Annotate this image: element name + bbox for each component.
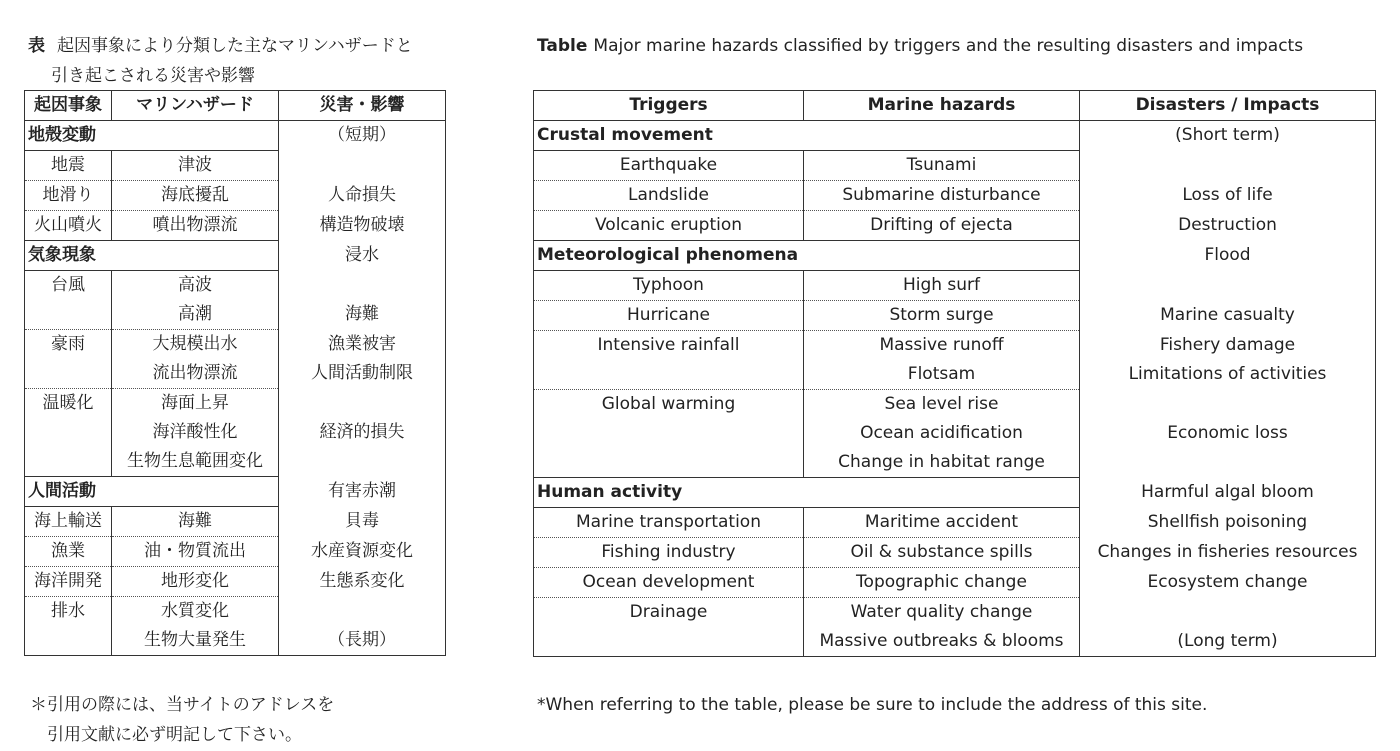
category-cell: Human activity [534,478,1080,508]
table-row [25,597,446,627]
en-caption-text: Major marine hazards classified by triggers and the resulting disasters and impacts [593,36,1304,56]
trigger-cell [534,448,804,478]
table-row [25,477,446,507]
trigger-cell: Ocean development [534,568,804,598]
trigger-cell: 豪雨 [25,330,112,360]
impact-cell: 漁業被害 [279,330,446,360]
table-row [534,538,1376,568]
impact-cell: (Short term) [1080,121,1376,151]
table-row [25,447,446,477]
impact-cell [1080,448,1376,478]
impact-cell [1080,390,1376,420]
trigger-cell [534,419,804,448]
hazard-cell: Tsunami [804,151,1080,181]
column-header: Marine hazards [804,91,1080,121]
trigger-cell: 火山噴火 [25,211,112,241]
impact-cell: Economic loss [1080,419,1376,448]
category-cell: Crustal movement [534,121,1080,151]
column-header: マリンハザード [112,91,279,121]
trigger-cell: 海上輸送 [25,507,112,537]
trigger-cell: Drainage [534,598,804,628]
table-row [25,271,446,301]
hazard-cell: Massive runoff [804,331,1080,361]
hazard-cell: 海難 [112,507,279,537]
en-table-caption [537,31,1303,61]
trigger-cell: Volcanic eruption [534,211,804,241]
hazard-cell: Sea level rise [804,390,1080,420]
hazard-cell: Change in habitat range [804,448,1080,478]
jp-note-line-1: ＊引用の際には、当サイトのアドレスを [30,695,335,715]
column-header: Disasters / Impacts [1080,91,1376,121]
table-row [534,241,1376,271]
trigger-cell: Intensive rainfall [534,331,804,361]
en-citation-note: *When referring to the table, please be sure to include the address of this site. [537,695,1208,715]
impact-cell: 海難 [279,300,446,330]
impact-cell: Ecosystem change [1080,568,1376,598]
trigger-cell [534,360,804,390]
table-row [534,448,1376,478]
category-cell: 気象現象 [25,241,279,271]
header-row [534,91,1376,121]
trigger-cell [25,359,112,389]
category-cell: 地殻変動 [25,121,279,151]
table-row [534,301,1376,331]
impact-cell [279,271,446,301]
column-header: 災害・影響 [279,91,446,121]
hazard-cell: 生物大量発生 [112,626,279,656]
hazard-cell: Flotsam [804,360,1080,390]
impact-cell [279,447,446,477]
table-row [25,418,446,447]
trigger-cell: Hurricane [534,301,804,331]
trigger-cell [25,418,112,447]
impact-cell: 構造物破壊 [279,211,446,241]
table-row [534,211,1376,241]
impact-cell: （長期） [279,626,446,656]
trigger-cell: Landslide [534,181,804,211]
jp-caption-line-1: 起因事象により分類した主なマリンハザードと [57,36,413,56]
en-hazard-table [533,90,1376,657]
table-row [25,241,446,271]
table-row [534,331,1376,361]
hazard-cell: Massive outbreaks & blooms [804,627,1080,657]
table-row [534,419,1376,448]
hazard-cell: 津波 [112,151,279,181]
hazard-cell: 海洋酸性化 [112,418,279,447]
trigger-cell: Typhoon [534,271,804,301]
hazard-cell: Drifting of ejecta [804,211,1080,241]
trigger-cell: 漁業 [25,537,112,567]
impact-cell [1080,151,1376,181]
table-row [534,181,1376,211]
trigger-cell: 海洋開発 [25,567,112,597]
table-row [25,300,446,330]
table-row [534,568,1376,598]
column-header: Triggers [534,91,804,121]
impact-cell: 人間活動制限 [279,359,446,389]
hazard-cell: High surf [804,271,1080,301]
impact-cell [1080,271,1376,301]
impact-cell: Limitations of activities [1080,360,1376,390]
table-row [534,508,1376,538]
trigger-cell: 温暖化 [25,389,112,419]
table-row [25,626,446,656]
impact-cell: 人命損失 [279,181,446,211]
impact-cell: (Long term) [1080,627,1376,657]
table-row [534,478,1376,508]
hazard-cell: 大規模出水 [112,330,279,360]
table-row [534,271,1376,301]
impact-cell: （短期） [279,121,446,151]
table-row [25,567,446,597]
hazard-cell: 高波 [112,271,279,301]
hazard-cell: Storm surge [804,301,1080,331]
table-row [534,360,1376,390]
hazard-cell: 海底擾乱 [112,181,279,211]
impact-cell: Flood [1080,241,1376,271]
impact-cell [279,597,446,627]
table-row [25,181,446,211]
impact-cell: 生態系変化 [279,567,446,597]
table-row [534,598,1376,628]
hazard-cell: 流出物漂流 [112,359,279,389]
hazard-cell: 高潮 [112,300,279,330]
impact-cell [279,389,446,419]
impact-cell: 経済的損失 [279,418,446,447]
impact-cell: 有害赤潮 [279,477,446,507]
table-row [534,390,1376,420]
table-row [25,537,446,567]
hazard-cell: Water quality change [804,598,1080,628]
hazard-cell: 海面上昇 [112,389,279,419]
table-row [534,627,1376,657]
hazard-cell: Oil & substance spills [804,538,1080,568]
table-row [25,359,446,389]
table-row [25,211,446,241]
trigger-cell: Earthquake [534,151,804,181]
table-row [25,121,446,151]
hazard-cell: Maritime accident [804,508,1080,538]
trigger-cell [25,626,112,656]
impact-cell: Loss of life [1080,181,1376,211]
impact-cell: 水産資源変化 [279,537,446,567]
table-row [25,330,446,360]
jp-hazard-table [24,90,446,656]
hazard-cell: Ocean acidification [804,419,1080,448]
column-header: 起因事象 [25,91,112,121]
hazard-cell: 油・物質流出 [112,537,279,567]
trigger-cell: 台風 [25,271,112,301]
category-cell: Meteorological phenomena [534,241,1080,271]
hazard-cell: Topographic change [804,568,1080,598]
hazard-cell: 生物生息範囲変化 [112,447,279,477]
en-caption-label: Table [537,36,588,56]
trigger-cell: Fishing industry [534,538,804,568]
impact-cell: 貝毒 [279,507,446,537]
hazard-cell: Submarine disturbance [804,181,1080,211]
table-row [534,151,1376,181]
jp-caption-label: 表 [28,36,45,56]
table-row [534,121,1376,151]
table-row [25,389,446,419]
trigger-cell: Marine transportation [534,508,804,538]
impact-cell: Marine casualty [1080,301,1376,331]
impact-cell: Harmful algal bloom [1080,478,1376,508]
jp-table-caption [28,31,413,91]
header-row [25,91,446,121]
impact-cell [1080,598,1376,628]
trigger-cell [25,300,112,330]
impact-cell [279,151,446,181]
table-row [25,151,446,181]
impact-cell: Changes in fisheries resources [1080,538,1376,568]
jp-note-line-2: 引用文献に必ず明記して下さい。 [47,725,302,745]
impact-cell: Fishery damage [1080,331,1376,361]
hazard-cell: 水質変化 [112,597,279,627]
table-row [25,507,446,537]
trigger-cell: 排水 [25,597,112,627]
jp-caption-line-2: 引き起こされる災害や影響 [51,66,255,86]
impact-cell: Shellfish poisoning [1080,508,1376,538]
trigger-cell: 地震 [25,151,112,181]
category-cell: 人間活動 [25,477,279,507]
hazard-cell: 噴出物漂流 [112,211,279,241]
trigger-cell [534,627,804,657]
impact-cell: Destruction [1080,211,1376,241]
hazard-cell: 地形変化 [112,567,279,597]
trigger-cell: 地滑り [25,181,112,211]
impact-cell: 浸水 [279,241,446,271]
trigger-cell: Global warming [534,390,804,420]
trigger-cell [25,447,112,477]
jp-citation-note [30,690,334,750]
